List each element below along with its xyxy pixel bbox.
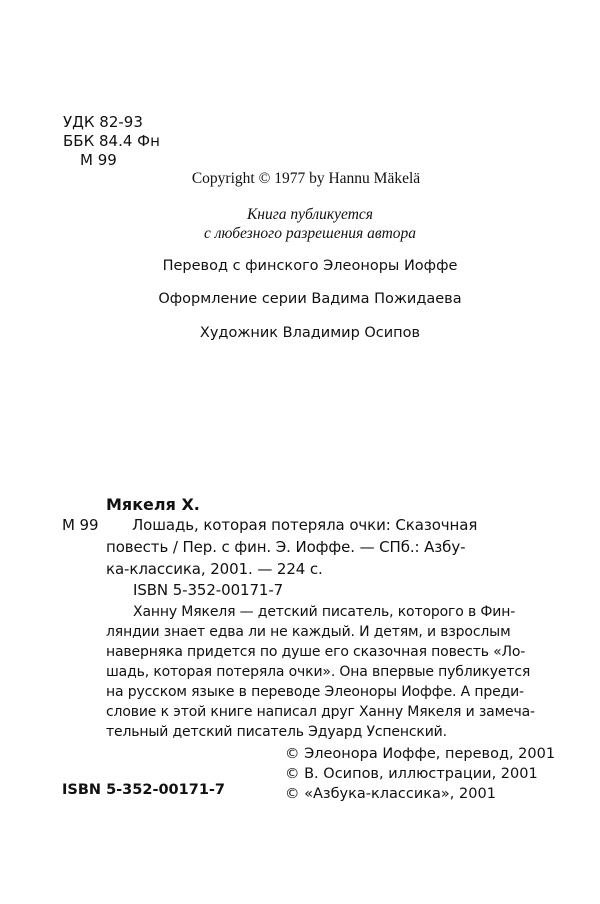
udk-code: УДК 82-93 [63,113,143,131]
annotation-line: на русском языке в переводе Элеоноры Иоффе. А преди- [106,684,524,700]
author-mark: М 99 [80,151,117,169]
annotation-line: словие к этой книге написал друг Ханну Мякеля и замеча- [106,704,535,720]
copyright-publisher: © «Азбука-классика», 2001 [285,786,496,802]
bib-line-1: Лошадь, которая потеряла очки: Сказочная [132,516,478,534]
catalog-author-mark: М 99 [62,516,99,534]
catalog-isbn: ISBN 5-352-00171-7 [133,581,284,599]
permission-line-2: с любезного разрешения автора [203,225,417,242]
annotation-line: наверняка придется по душе его сказочная повесть «Ло- [106,644,526,660]
series-design-line: Оформление серии Вадима Пожидаева [158,291,462,307]
annotation-line: Ханну Мякеля — детский писатель, которого в Фин- [133,604,516,620]
bib-line-2: повесть / Пер. с фин. Э. Иоффе. — СПб.: Азбу- [106,538,466,556]
annotation-line: ляндии знает едва ли не каждый. И детям, и взрослым [106,624,511,640]
footer-isbn: ISBN 5-352-00171-7 [62,782,226,798]
translator-line: Перевод с финского Элеоноры Иоффе [162,258,458,274]
annotation-line: шадь, которая потеряла очки». Она впервые публикуется [106,664,531,680]
catalog-author-heading: Мякеля Х. [106,495,200,514]
bbk-code: ББК 84.4 Фн [63,132,160,150]
copyright-translation: © Элеонора Иоффе, перевод, 2001 [285,746,556,762]
copyright-illustrations: © В. Осипов, иллюстрации, 2001 [285,766,538,782]
annotation-line: тельный детский писатель Эдуард Успенский. [106,724,447,740]
permission-line-1: Книга публикуется [246,206,374,223]
copyright-line: Copyright © 1977 by Hannu Mäkelä [191,170,421,187]
bib-line-3: ка-классика, 2001. — 224 с. [106,560,323,578]
illustrator-line: Художник Владимир Осипов [199,325,421,341]
